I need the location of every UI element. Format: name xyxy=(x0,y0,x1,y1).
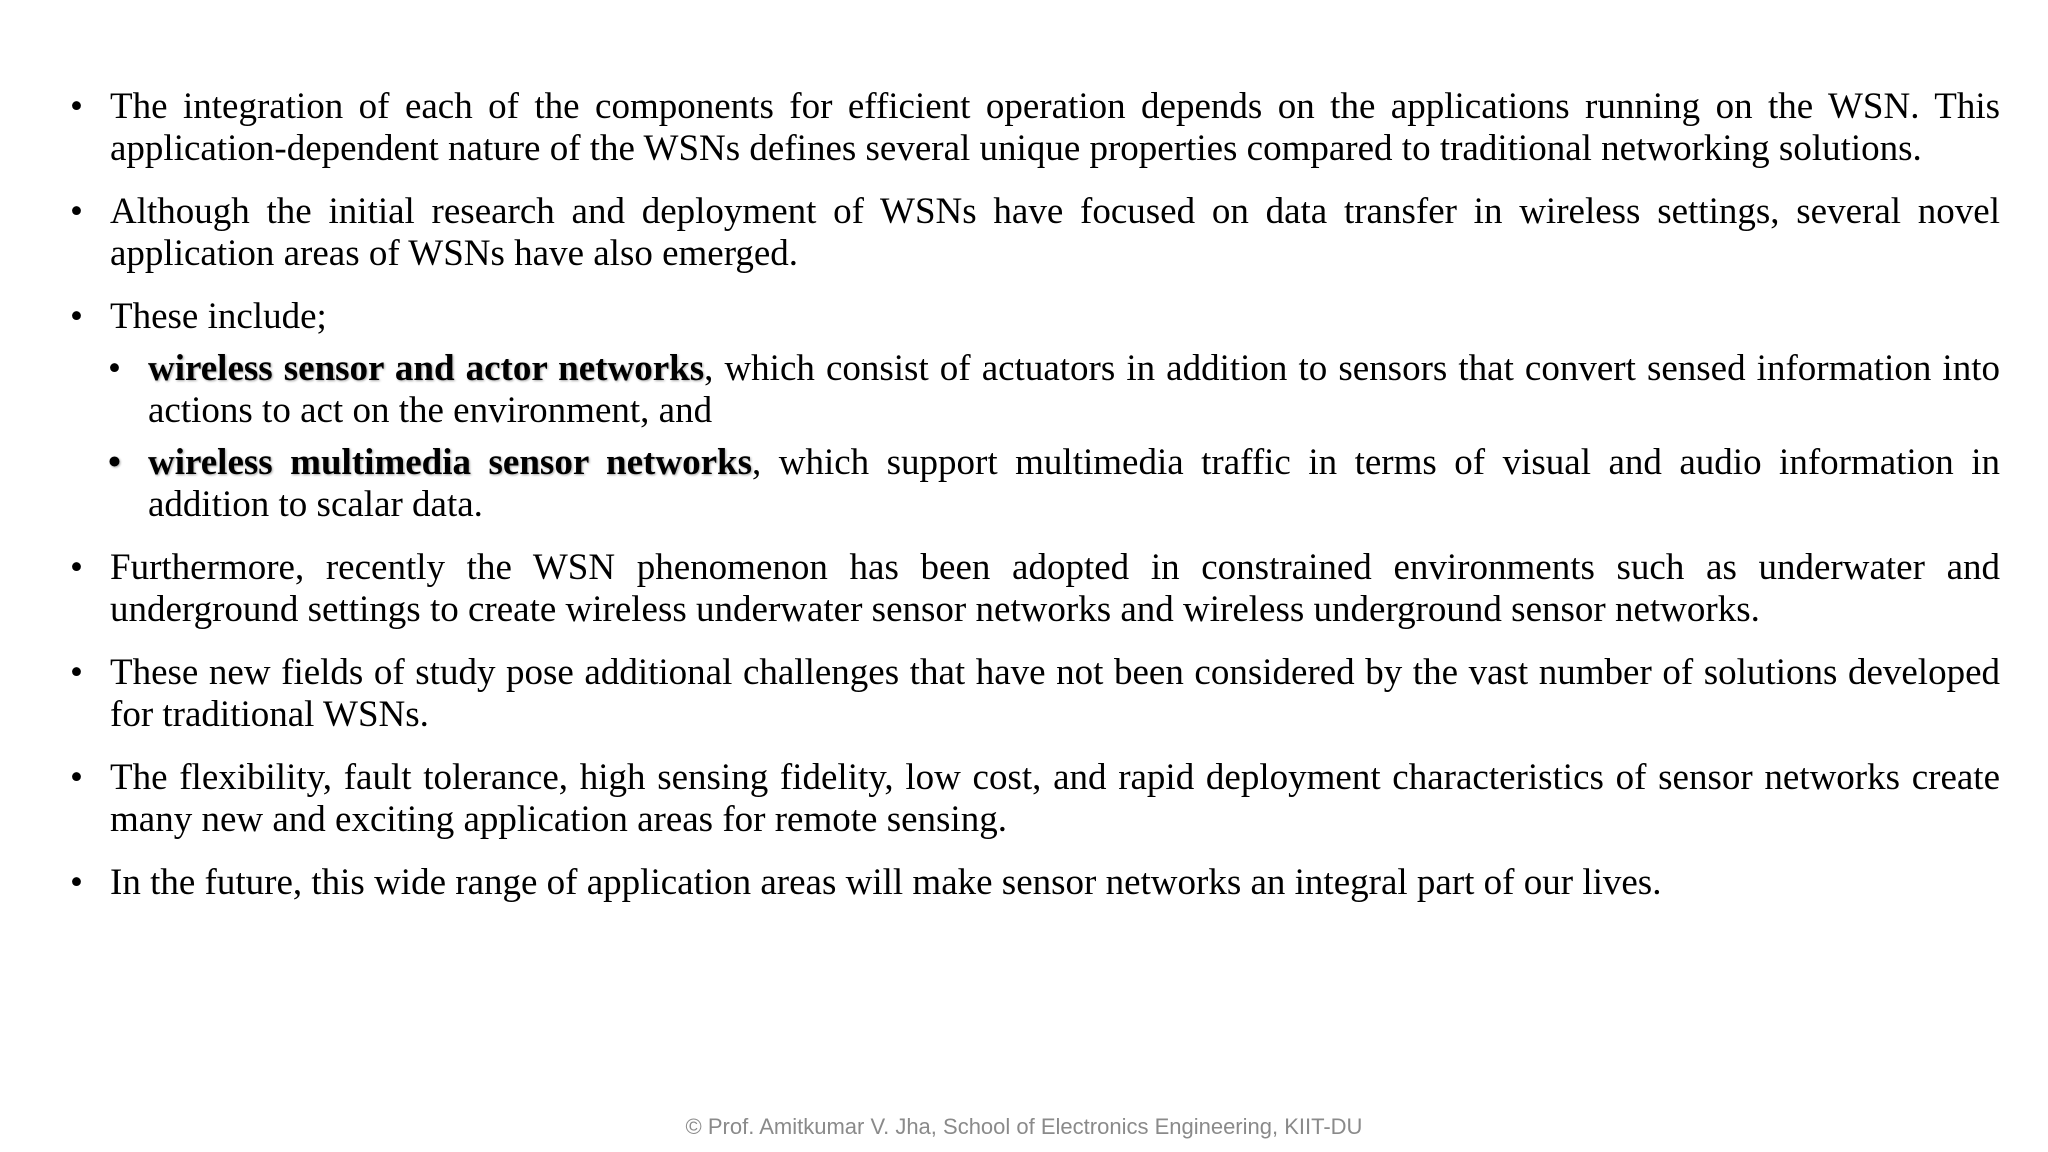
bullet-text: The integration of each of the components for efficient operation depends on the applications running on the WSN. This application-dependent nature of the WSNs defines several unique properties compared to traditional networking solutions. xyxy=(110,86,2000,169)
bullet-text: These new fields of study pose additional challenges that have not been considered by the vast number of solutions developed for traditional WSNs. xyxy=(110,652,2000,735)
sub-bullet-list xyxy=(110,348,2000,526)
slide-body xyxy=(70,86,2000,925)
bullet-item-3 xyxy=(70,296,2000,526)
bullet-text: These include; xyxy=(110,296,327,337)
bullet-item-2 xyxy=(70,191,2000,275)
bullet-item-1 xyxy=(70,86,2000,170)
bullet-icon: • xyxy=(70,862,83,903)
bullet-icon: • xyxy=(70,547,83,588)
bullet-icon: • xyxy=(70,652,83,693)
bullet-text: Although the initial research and deployment of WSNs have focused on data transfer in wireless settings, several novel application areas of WSNs have also emerged. xyxy=(110,191,2000,274)
bullet-text: The flexibility, fault tolerance, high sensing fidelity, low cost, and rapid deployment characteristics of sensor networks create many new and exciting application areas for remote sensing. xyxy=(110,757,2000,840)
sub-bullet-text: , which consist of actuators in addition to sensors that convert sensed information into actions to act on the environment, and xyxy=(148,348,2000,431)
bullet-item-5 xyxy=(70,652,2000,736)
bullet-item-6 xyxy=(70,757,2000,841)
sub-bullet-term: wireless sensor and actor networks xyxy=(148,348,705,389)
bullet-list xyxy=(70,86,2000,904)
bullet-icon: • xyxy=(70,191,83,232)
sub-bullet-term: wireless multimedia sensor networks xyxy=(148,442,753,483)
footer-copyright: © Prof. Amitkumar V. Jha, School of Electronics Engineering, KIIT-DU xyxy=(685,1114,1363,1139)
bullet-icon: • xyxy=(70,296,83,337)
bullet-text: In the future, this wide range of application areas will make sensor networks an integral part of our lives. xyxy=(110,862,1662,903)
sub-bullet-icon: • xyxy=(108,442,121,483)
sub-bullet-item-1 xyxy=(70,348,2000,432)
sub-bullet-item-2 xyxy=(70,442,2000,526)
sub-bullet-text: , which support multimedia traffic in terms of visual and audio information in addition to scalar data. xyxy=(148,442,2000,525)
bullet-item-7 xyxy=(70,862,2000,904)
bullet-text: Furthermore, recently the WSN phenomenon has been adopted in constrained environments such as underwater and underground settings to create wireless underwater sensor networks and wireless underground sensor networks. xyxy=(110,547,2000,630)
bullet-icon: • xyxy=(70,757,83,798)
bullet-icon: • xyxy=(70,86,83,127)
sub-bullet-icon: • xyxy=(108,348,121,389)
bullet-item-4 xyxy=(70,547,2000,631)
